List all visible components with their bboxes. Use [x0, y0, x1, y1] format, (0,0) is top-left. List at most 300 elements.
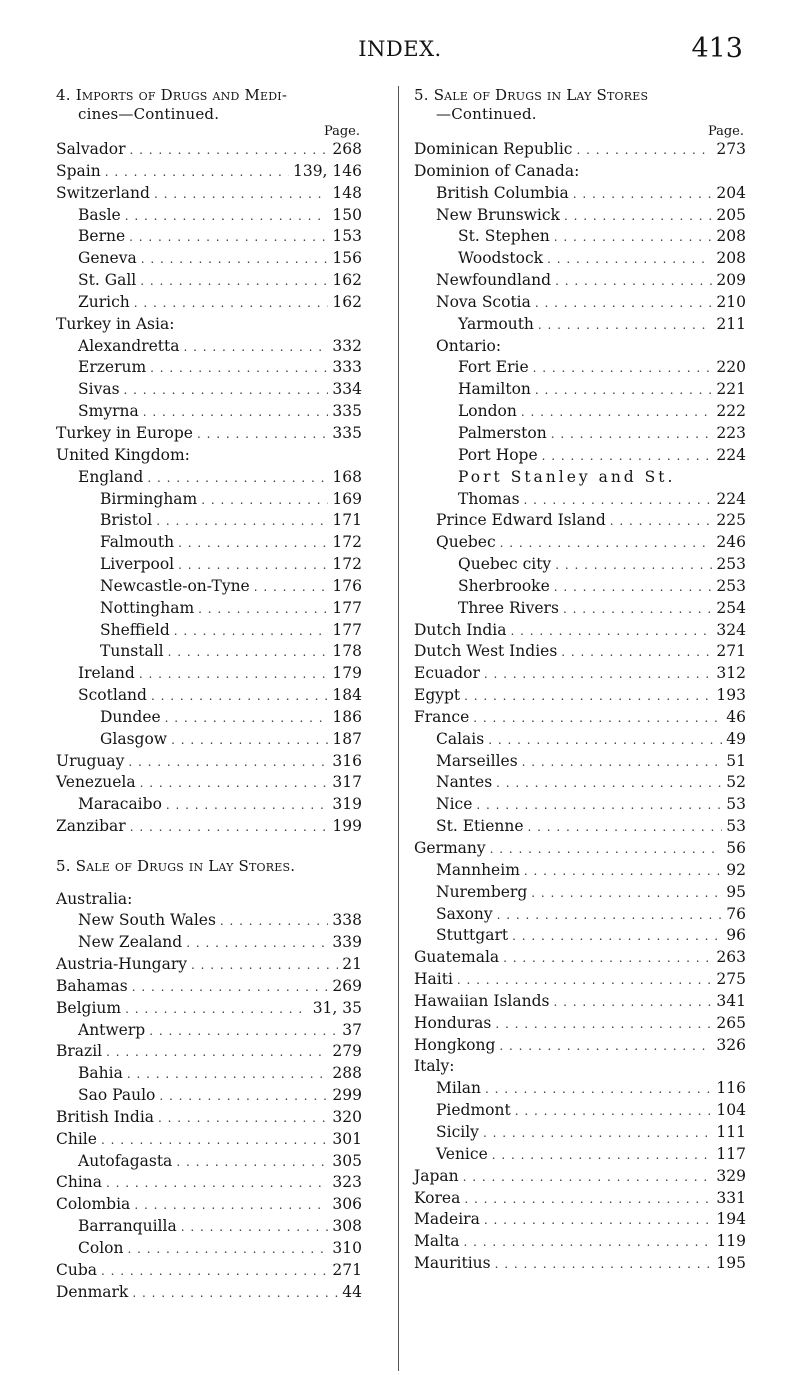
entry-label: New South Wales [78, 911, 216, 930]
leader-dots [496, 776, 722, 790]
leader-dots [554, 230, 713, 244]
entry-page: 324 [716, 620, 746, 639]
leader-dots [106, 1045, 328, 1059]
leader-dots [464, 1192, 712, 1206]
leader-dots [150, 361, 328, 375]
index-entry [414, 664, 746, 686]
index-entry [56, 795, 362, 817]
entry-label: Piedmont [436, 1101, 511, 1120]
leader-dots [134, 296, 329, 310]
entry-label: Belgium [56, 998, 122, 1017]
leader-dots [524, 864, 722, 878]
entry-label: Newfoundland [436, 271, 552, 290]
entry-label: Hamilton [458, 380, 531, 399]
entry-page: 119 [716, 1232, 746, 1251]
leader-dots [101, 1133, 328, 1147]
entry-label: Venice [436, 1144, 488, 1163]
index-entry [414, 948, 746, 970]
leader-dots [184, 340, 329, 354]
leader-dots [191, 958, 338, 972]
entry-label: Egypt [414, 686, 461, 705]
entry-page: 271 [716, 642, 746, 661]
entry-page: 168 [332, 467, 362, 486]
index-entry [56, 999, 362, 1021]
index-entry [414, 555, 746, 577]
entry-label: Quebec city [458, 555, 552, 574]
leader-dots [197, 427, 328, 441]
leader-dots [132, 1286, 338, 1300]
entry-page: 335 [332, 402, 362, 421]
leader-dots [134, 1198, 328, 1212]
entry-page: 52 [726, 773, 746, 792]
index-entry [414, 642, 746, 664]
entry-label: Mannheim [436, 860, 520, 879]
entry-page: 172 [332, 533, 362, 552]
entry-label: Uruguay [56, 751, 125, 770]
section-number: 5. [56, 857, 71, 875]
leader-dots [101, 1264, 328, 1278]
leader-dots [492, 1148, 713, 1162]
entry-label: Haiti [414, 970, 453, 989]
index-entry [414, 773, 746, 795]
entry-page: 320 [332, 1107, 362, 1126]
leader-dots [149, 1024, 338, 1038]
index-entry [56, 511, 362, 533]
leader-dots [551, 427, 713, 441]
entry-page: 208 [716, 249, 746, 268]
entry-label: Ecuador [414, 664, 480, 683]
entry-label: Newcastle-on-Tyne [100, 576, 250, 595]
entry-page: 178 [332, 642, 362, 661]
left-column [56, 86, 362, 1305]
entry-page: 334 [332, 380, 362, 399]
index-entry [56, 1283, 362, 1305]
leader-dots [524, 493, 713, 507]
entry-page: 208 [716, 227, 746, 246]
entry-page: 275 [716, 970, 746, 989]
entry-page: 339 [332, 933, 362, 952]
index-entry [56, 1173, 362, 1195]
index-entry [56, 1261, 362, 1283]
index-entry [56, 1195, 362, 1217]
leader-dots [535, 296, 713, 310]
entry-label: Yarmouth [458, 314, 534, 333]
entry-label: Spain [56, 161, 101, 180]
section-number: 4. [56, 86, 71, 104]
entry-page: 319 [332, 795, 362, 814]
leader-dots [500, 536, 713, 550]
index-entry [56, 1021, 362, 1043]
leader-dots [464, 1235, 713, 1249]
index-entry [414, 599, 746, 621]
entry-label: Guatemala [414, 948, 500, 967]
entry-page: 288 [332, 1064, 362, 1083]
leader-dots [490, 842, 723, 856]
index-entry [56, 315, 362, 337]
index-entry [56, 380, 362, 402]
entry-page: 299 [332, 1086, 362, 1105]
index-entry [414, 1254, 746, 1276]
entry-label: Basle [78, 205, 121, 224]
entry-label: Japan [414, 1166, 459, 1185]
entry-label: England [78, 467, 144, 486]
index-entry [56, 1152, 362, 1174]
entry-label: Nice [436, 795, 473, 814]
section-number: 5. [414, 86, 429, 104]
entry-label: Sheffield [100, 620, 170, 639]
entry-label: Geneva [78, 249, 137, 268]
leader-dots [576, 143, 712, 157]
leader-dots [528, 820, 723, 834]
entry-label: Barranquilla [78, 1217, 177, 1236]
entry-page: 222 [716, 402, 746, 421]
entry-label: Port Stanley and St. [458, 467, 676, 486]
entry-page: 104 [716, 1101, 746, 1120]
entry-label: Nuremberg [436, 882, 528, 901]
index-entry [414, 380, 746, 402]
leader-dots [610, 514, 713, 528]
leader-dots [564, 209, 712, 223]
leader-dots [463, 1170, 713, 1184]
index-entry [414, 992, 746, 1014]
leader-dots [141, 252, 329, 266]
entry-label: United Kingdom: [56, 445, 190, 464]
entry-label: Nottingham [100, 598, 195, 617]
entry-label: Australia: [56, 889, 133, 908]
index-entry [56, 358, 362, 380]
leader-dots [166, 798, 329, 812]
entry-label: Turkey in Europe [56, 423, 193, 442]
section-title: Sale of Drugs in Lay Stores [433, 86, 649, 104]
entry-page: 187 [332, 729, 362, 748]
entry-label: New Zealand [78, 933, 183, 952]
index-entry [414, 1167, 746, 1189]
index-entry [414, 752, 746, 774]
index-entry [414, 1123, 746, 1145]
entry-label: Hawaiian Islands [414, 991, 550, 1010]
entry-page: 263 [716, 948, 746, 967]
leader-dots [488, 733, 722, 747]
page-number: 413 [691, 33, 743, 64]
entry-page: 329 [716, 1166, 746, 1185]
leader-dots [503, 951, 712, 965]
entry-page: 224 [716, 445, 746, 464]
section-continued: cines—Continued. [78, 104, 220, 123]
section-heading-sale [56, 857, 362, 876]
leader-dots [457, 973, 713, 987]
index-entry [56, 162, 362, 184]
entry-page: 312 [716, 664, 746, 683]
leader-dots [165, 711, 329, 725]
index-entry [56, 184, 362, 206]
entry-page: 204 [716, 183, 746, 202]
entry-page: 139, 146 [292, 161, 362, 180]
entry-label: Mauritius [414, 1254, 491, 1273]
entry-page: 53 [726, 795, 746, 814]
entry-label: British Columbia [436, 183, 569, 202]
right-column [414, 86, 746, 1276]
entry-label: Colon [78, 1239, 124, 1257]
index-entry [56, 468, 362, 490]
index-entry [56, 933, 362, 955]
leader-dots [168, 645, 329, 659]
leader-dots [129, 143, 328, 157]
index-entry [56, 686, 362, 708]
entry-page: 317 [332, 773, 362, 792]
index-entry [414, 468, 746, 490]
entry-page: 176 [332, 576, 362, 595]
index-entry [414, 686, 746, 708]
page-column-label: Page. [707, 124, 744, 139]
entry-page: 195 [716, 1254, 746, 1273]
entry-page: 305 [332, 1151, 362, 1170]
leader-dots [158, 1111, 328, 1125]
entry-page: 169 [332, 489, 362, 508]
entry-label: Nova Scotia [436, 292, 531, 311]
index-entry [56, 1130, 362, 1152]
leader-dots [554, 580, 713, 594]
leader-dots [254, 580, 329, 594]
leader-dots [538, 318, 713, 332]
entry-page: 148 [332, 183, 362, 202]
entry-page: 186 [332, 707, 362, 726]
entry-page: 95 [726, 882, 746, 901]
entry-label: Stuttgart [436, 926, 509, 945]
entry-label: Sherbrooke [458, 576, 550, 595]
entry-page: 246 [716, 533, 746, 552]
entry-label: Bahia [78, 1064, 123, 1083]
leader-dots [127, 1242, 328, 1256]
leader-dots [181, 1220, 329, 1234]
index-entry [414, 206, 746, 228]
entry-page: 177 [332, 620, 362, 639]
leader-dots [555, 558, 712, 572]
leader-dots [464, 689, 712, 703]
leader-dots [105, 165, 289, 179]
entry-label: Prince Edward Island [436, 511, 606, 530]
index-entry [56, 890, 362, 912]
index-entry [414, 970, 746, 992]
leader-dots [127, 1067, 329, 1081]
entry-page: 310 [332, 1239, 362, 1257]
index-entry [56, 1086, 362, 1108]
index-entry [56, 271, 362, 293]
entry-label: Smyrna [78, 402, 139, 421]
index-list-imports [56, 140, 362, 839]
leader-dots [495, 1017, 712, 1031]
section-title: Sale of Drugs in Lay Stores. [75, 857, 296, 875]
leader-dots [535, 383, 712, 397]
entry-label: Ireland [78, 664, 135, 683]
entry-page: 268 [332, 140, 362, 158]
leader-dots [495, 1257, 713, 1271]
entry-page: 199 [332, 817, 362, 836]
entry-label: Fort Erie [458, 358, 529, 377]
entry-page: 224 [716, 489, 746, 508]
entry-label: St. Etienne [436, 817, 524, 836]
index-entry [414, 926, 746, 948]
leader-dots [154, 187, 328, 201]
entry-page: 51 [726, 751, 746, 770]
leader-dots [198, 602, 328, 616]
index-entry [56, 577, 362, 599]
entry-page: 269 [332, 976, 362, 995]
entry-page: 273 [716, 140, 746, 158]
index-entry [414, 621, 746, 643]
leader-dots [125, 209, 329, 223]
leader-dots [143, 405, 329, 419]
leader-dots [129, 230, 328, 244]
entry-label: Colombia [56, 1195, 131, 1214]
leader-dots [174, 624, 329, 638]
entry-label: Alexandretta [78, 336, 180, 355]
index-entry [56, 1042, 362, 1064]
entry-page: 37 [342, 1020, 362, 1039]
entry-label: Germany [414, 839, 486, 857]
entry-page: 205 [716, 205, 746, 224]
leader-dots [547, 252, 712, 266]
leader-dots [499, 1039, 712, 1053]
entry-label: Quebec [436, 533, 496, 552]
leader-dots [563, 602, 712, 616]
entry-page: 150 [332, 205, 362, 224]
leader-dots [106, 1176, 328, 1190]
entry-page: 193 [716, 686, 746, 705]
entry-page: 210 [716, 292, 746, 311]
index-entry [414, 708, 746, 730]
index-entry [56, 817, 362, 839]
leader-dots [178, 558, 328, 572]
index-entry [414, 1101, 746, 1123]
section-heading-imports [56, 86, 362, 123]
index-entry [56, 773, 362, 795]
entry-label: Sivas [78, 380, 120, 399]
entry-label: Tunstall [100, 642, 164, 661]
entry-page: 172 [332, 555, 362, 574]
index-entry [56, 227, 362, 249]
entry-page: 177 [332, 598, 362, 617]
entry-label: Sicily [436, 1122, 479, 1141]
index-entry [414, 1079, 746, 1101]
entry-label: Antwerp [78, 1020, 146, 1039]
entry-label: Zurich [78, 292, 130, 311]
entry-label: Dutch West Indies [414, 642, 558, 661]
leader-dots [485, 1082, 712, 1096]
index-entry [56, 664, 362, 686]
leader-dots [553, 995, 712, 1009]
entry-page: 301 [332, 1129, 362, 1148]
index-entry [56, 533, 362, 555]
entry-label: Thomas [458, 489, 520, 508]
leader-dots [483, 1126, 712, 1140]
index-entry [414, 577, 746, 599]
index-entry [414, 315, 746, 337]
leader-dots [515, 1104, 713, 1118]
entry-page: 211 [716, 314, 746, 333]
entry-label: Malta [414, 1232, 460, 1251]
entry-label: Berne [78, 227, 126, 246]
index-entry [414, 249, 746, 271]
entry-label: Italy: [414, 1057, 455, 1076]
entry-label: Honduras [414, 1013, 492, 1032]
index-entry [414, 905, 746, 927]
entry-page: 323 [332, 1173, 362, 1192]
index-entry [56, 1239, 362, 1261]
leader-dots [542, 449, 713, 463]
leader-dots [128, 755, 328, 769]
entry-label: Sao Paulo [78, 1086, 156, 1105]
entry-page: 179 [332, 664, 362, 683]
entry-label: Austria-Hungary [56, 955, 188, 974]
leader-dots [561, 645, 712, 659]
index-entry [414, 1210, 746, 1232]
entry-page: 326 [716, 1035, 746, 1054]
leader-dots [125, 1002, 309, 1016]
column-divider [398, 86, 399, 1371]
entry-page: 153 [332, 227, 362, 246]
entry-label: Chile [56, 1129, 97, 1148]
entry-page: 21 [342, 955, 362, 974]
index-entry [56, 490, 362, 512]
index-entry [414, 883, 746, 905]
running-head-title: INDEX. [358, 37, 442, 61]
index-list-sale [56, 890, 362, 1305]
entry-label: France [414, 707, 470, 726]
section-continued: —Continued. [436, 104, 537, 123]
leader-dots [573, 187, 713, 201]
entry-label: Erzerum [78, 358, 147, 377]
index-list-sale-continued [414, 140, 746, 1276]
index-entry [414, 184, 746, 206]
entry-label: Bahamas [56, 976, 128, 995]
entry-page: 265 [716, 1013, 746, 1032]
entry-page: 306 [332, 1195, 362, 1214]
index-entry [414, 1036, 746, 1058]
leader-dots [201, 493, 328, 507]
index-entry [414, 446, 746, 468]
index-entry [56, 337, 362, 359]
entry-page: 31, 35 [312, 998, 362, 1017]
leader-dots [220, 914, 328, 928]
leader-dots [147, 471, 328, 485]
index-entry [56, 446, 362, 468]
entry-page: 254 [716, 598, 746, 617]
entry-label: St. Stephen [458, 227, 550, 246]
leader-dots [124, 383, 329, 397]
index-entry [56, 642, 362, 664]
entry-page: 56 [726, 839, 746, 857]
page-column-label: Page. [323, 124, 360, 139]
entry-label: Saxony [436, 904, 493, 923]
leader-dots [176, 1155, 328, 1169]
leader-dots [484, 667, 713, 681]
entry-label: Birmingham [100, 489, 198, 508]
entry-page: 116 [716, 1079, 746, 1098]
leader-dots [533, 361, 713, 375]
index-entry [414, 730, 746, 752]
leader-dots [130, 820, 329, 834]
entry-label: London [458, 402, 517, 421]
leader-dots [140, 776, 329, 790]
entry-label: Salvador [56, 140, 126, 158]
entry-label: Scotland [78, 686, 147, 705]
index-entry [414, 839, 746, 861]
index-entry [56, 955, 362, 977]
entry-page: 338 [332, 911, 362, 930]
leader-dots [178, 536, 328, 550]
entry-page: 184 [332, 686, 362, 705]
leader-dots [473, 711, 722, 725]
